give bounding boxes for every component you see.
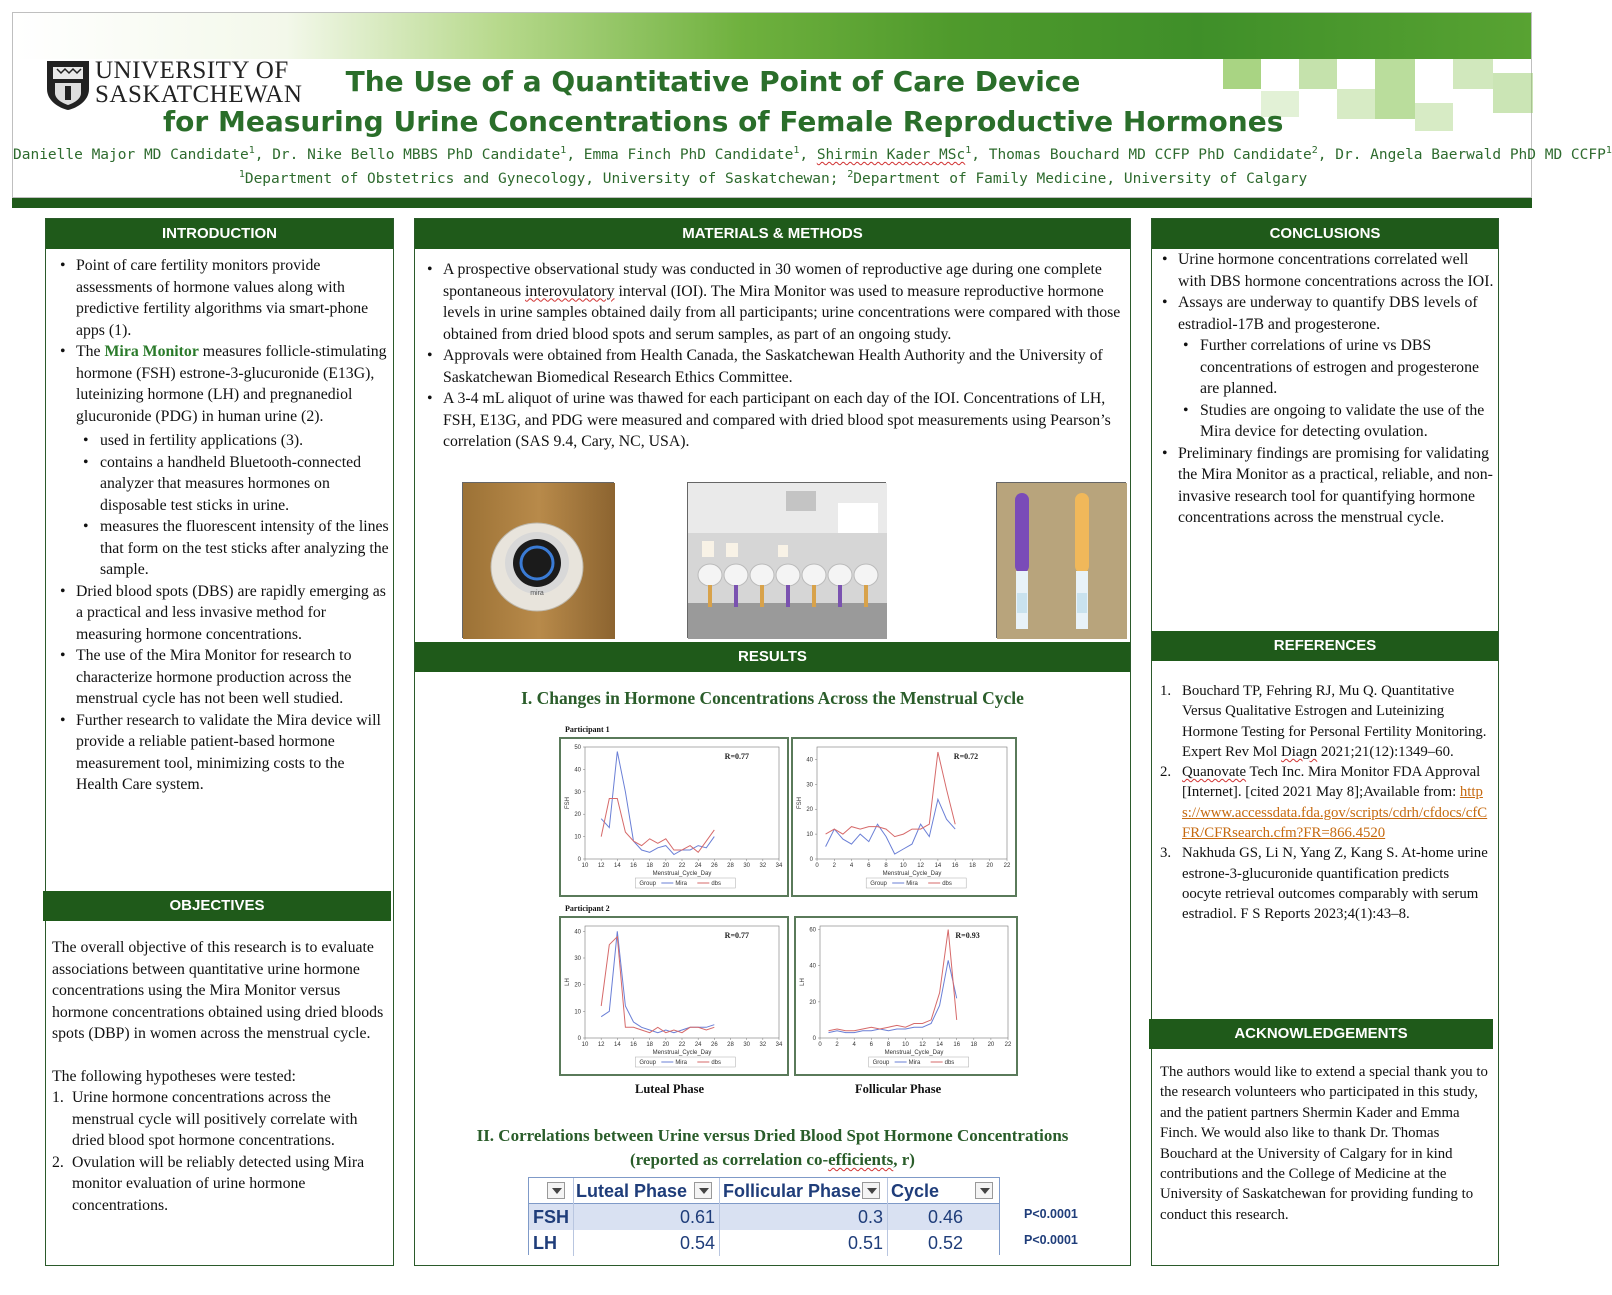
x-tick-label: 20 (986, 863, 994, 869)
methods-heading: MATERIALS & METHODS (415, 219, 1130, 249)
table-cell: 0.51 (847, 1233, 883, 1253)
objectives-heading: OBJECTIVES (43, 891, 391, 921)
banner-tile (1453, 59, 1493, 89)
y-tick-label: 20 (806, 807, 813, 814)
y-tick-label: 40 (809, 963, 816, 970)
intro-text: measures follicle-stimulating hormone (FSH) estrone-3-glucuronide (E13G), luteinizing hormone (LH) and pregnanediol glucuronide (PDG) in human urine (2). (76, 343, 387, 425)
banner-tile (1337, 89, 1375, 119)
filter-dropdown-button[interactable] (547, 1182, 565, 1199)
series-line-dbs (829, 930, 957, 1031)
middle-column (414, 218, 1131, 1266)
legend-entry: dbs (944, 1060, 955, 1066)
y-tick-label: 30 (806, 782, 813, 789)
intro-sub-bullet: • measures the fluorescent intensity of the lines that form on the test sticks after analyzing the sample. (80, 516, 389, 581)
x-tick-label: 0 (818, 1042, 822, 1048)
affiliation-1: Department of Obstetrics and Gynecology, University of Saskatchewan; (244, 170, 848, 187)
x-tick-label: 20 (662, 1042, 670, 1048)
table-cell: 0.52 (927, 1233, 963, 1253)
legend-entry: dbs (711, 881, 722, 887)
plot-frame (817, 747, 1007, 859)
objectives-body (52, 937, 388, 1216)
filter-dropdown-button[interactable] (975, 1182, 993, 1199)
x-tick-label: 4 (849, 863, 854, 869)
x-tick-label: 16 (953, 1042, 961, 1048)
y-axis-label: LH (800, 978, 806, 986)
chart-svg (561, 918, 787, 1074)
p-value-lh: P<0.0001 (1024, 1233, 1078, 1247)
table-cell: 0.61 (679, 1207, 715, 1227)
references-heading: REFERENCES (1152, 631, 1498, 661)
x-axis-label: Menstrual_Cycle_Day (652, 1050, 712, 1056)
x-tick-label: 14 (936, 1042, 943, 1048)
legend-entry: dbs (942, 881, 952, 887)
intro-bullet: • Further research to validate the Mira device will provide a reliable patient-based hormone measurement tool, minimizing costs to the Health Care system. (54, 710, 389, 796)
x-tick-label: 20 (662, 863, 670, 869)
participant-2-label: Participant 2 (565, 904, 610, 913)
reference-text: Nakhuda GS, Li N, Yang Z, Kang S. At-home urine estrone-3-glucuronide quantification predicts oocyte retrieval outcomes comparably with serum estradiol. F S Reports 2023;4(1):43–8. (1182, 845, 1488, 923)
methods-text: interovulatory (525, 282, 615, 300)
introduction-body (54, 255, 389, 796)
intro-bullet: • Point of care fertility monitors provide assessments of hormone values along with predictive fertility algorithms via smart-phone apps (1). (54, 255, 389, 341)
table-divider (887, 1178, 888, 1256)
reference-text: Quanovate (1182, 764, 1247, 781)
x-tick-label: 28 (727, 863, 734, 869)
x-tick-label: 12 (917, 863, 924, 869)
series-line-dbs (601, 799, 714, 853)
references-body (1160, 681, 1492, 925)
x-tick-label: 18 (646, 1042, 654, 1048)
x-tick-label: 16 (630, 863, 637, 869)
banner-tile (1299, 59, 1337, 89)
university-crest-icon (45, 59, 91, 111)
y-tick-label: 0 (812, 1036, 816, 1042)
author-name: Dr. Nike Bello MBBS PhD Candidate (272, 146, 561, 163)
y-tick-label: 20 (574, 982, 581, 989)
author-affil-sup: 1 (248, 145, 255, 156)
device-brand-text: mira (530, 590, 544, 597)
y-axis-label: LH (565, 978, 571, 986)
author-name: Emma Finch PhD Candidate (583, 146, 794, 163)
conclusion-bullet: • Preliminary findings are promising for validating the Mira Monitor as a practical, reliable, and non-invasive research tool for quantifying hormone concentrations across the menstrual cycle. (1156, 443, 1494, 529)
x-axis-label: Menstrual_Cycle_Day (884, 1050, 944, 1056)
y-tick-label: 10 (806, 832, 813, 839)
table-row (529, 1230, 999, 1256)
table-header-row (529, 1178, 999, 1204)
conclusions-body (1156, 249, 1494, 529)
y-tick-label: 20 (809, 999, 816, 1006)
intro-bullet: • The use of the Mira Monitor for research to characterize hormone production across the menstrual cycle has not been well studied. (54, 645, 389, 710)
y-tick-label: 40 (574, 929, 581, 936)
x-tick-label: 14 (613, 863, 621, 869)
series-line-mira (829, 960, 957, 1032)
methods-text: A prospective observational study was conducted in 30 women of reproductive age during one complete spontaneous (443, 261, 1102, 300)
author-affil-sup: 1 (793, 145, 800, 156)
author-affil-sup: 1 (965, 145, 972, 156)
legend-entry: Mira (906, 881, 918, 887)
author-affil-sup: 1 (560, 145, 567, 156)
mira-monitor-highlight: Mira Monitor (104, 343, 199, 360)
x-tick-label: 26 (710, 1042, 718, 1048)
reference-item (1160, 843, 1492, 924)
series-line-dbs (826, 752, 956, 837)
reference-text: 2021;21(12):1349–60. (1317, 743, 1454, 760)
x-tick-label: 12 (597, 863, 605, 869)
correlation-annotation: R=0.72 (953, 752, 979, 761)
plot-frame (585, 926, 779, 1038)
y-tick-label: 20 (574, 812, 581, 819)
legend-title: Group (870, 881, 887, 887)
luteal-phase-label: Luteal Phase (635, 1082, 705, 1096)
x-tick-label: 34 (775, 863, 783, 869)
y-tick-label: 0 (577, 857, 581, 863)
author-name: Shirmin Kader MSc (816, 146, 966, 163)
x-tick-label: 18 (970, 1042, 978, 1048)
author-name: Danielle Major MD Candidate (13, 146, 249, 163)
x-tick-label: 26 (710, 863, 718, 869)
y-tick-label: 0 (809, 857, 813, 863)
hypothesis-number: 1. (52, 1089, 64, 1106)
banner-bottom-bar (12, 198, 1532, 208)
conclusion-sub-bullet: • Studies are ongoing to validate the use of the Mira device for detecting ovulation. (1180, 400, 1494, 443)
reference-text: Bouchard TP, Fehring RJ, Mu Q. Quantitative Versus Qualitative Estrogen and Luteinizing Hormone Testing for Personal Fertility Monitoring. Expert Rev Mol (1182, 683, 1487, 760)
methods-bullet: • Approvals were obtained from Health Canada, the Saskatchewan Health Authority and the University of Saskatchewan Biomedical Research Ethics Committee. (421, 345, 1127, 388)
x-tick-label: 10 (581, 863, 589, 869)
y-tick-label: 30 (574, 789, 581, 796)
logo-text-line1: UNIVERSITY OF (95, 57, 289, 84)
x-tick-label: 10 (900, 863, 907, 869)
x-tick-label: 6 (869, 1042, 873, 1048)
chart-svg (796, 918, 1016, 1074)
y-tick-label: 0 (577, 1036, 581, 1042)
affiliation-list (13, 169, 1533, 187)
results-heading: RESULTS (415, 642, 1130, 672)
left-column (45, 218, 394, 1266)
y-tick-label: 10 (574, 834, 581, 841)
methods-bullet (421, 259, 1127, 345)
y-tick-label: 10 (574, 1009, 581, 1016)
y-tick-label: 40 (806, 757, 813, 764)
results-title-1: I. Changes in Hormone Concentrations Across the Menstrual Cycle (521, 688, 1024, 708)
poster-title-line1: The Use of a Quantitative Point of Care Device (345, 65, 1081, 98)
methods-bullet: • A 3-4 mL aliquot of urine was thawed for each participant on each day of the IOI. Concentrations of LH, FSH, E13G, and PDG were measured and compared with dried blood spot measurements using Pearson’s correlation (SAS 9.4, Cary, NC, USA). (421, 388, 1127, 453)
intro-bullet: • Dried blood spots (DBS) are rapidly emerging as a practical and less invasive method for measuring hormone concentrations. (54, 581, 389, 646)
correlation-annotation: R=0.77 (724, 752, 750, 761)
table-divider (719, 1178, 720, 1256)
affil-sup: 1 (238, 169, 245, 180)
column-header: Cycle (891, 1181, 940, 1201)
x-tick-label: 10 (581, 1042, 589, 1048)
x-axis-label: Menstrual_Cycle_Day (652, 871, 712, 877)
poster-banner (12, 12, 1612, 198)
conclusions-heading: CONCLUSIONS (1152, 219, 1498, 249)
series-line-dbs (601, 937, 714, 1033)
x-tick-label: 14 (613, 1042, 621, 1048)
hypothesis-text: Ovulation will be reliably detected using Mira monitor evaluation of urine hormone concentrations. (72, 1153, 365, 1214)
x-tick-label: 2 (832, 863, 836, 869)
chart-participant1-follicular (791, 737, 1017, 897)
filter-dropdown-button[interactable] (694, 1182, 712, 1199)
hypothesis-number: 2. (52, 1153, 64, 1171)
x-tick-label: 8 (884, 863, 888, 869)
legend-title: Group (639, 881, 657, 887)
affiliation-2: Department of Family Medicine, University of Calgary (853, 170, 1308, 187)
author-list: Danielle Major MD Candidate$^1$, Dr. Nike Bello MBBS PhD Candidate$^1$, Emma Finch PhD Candidate$^1$, Shirmin Kader MSc$^1$, Thomas Bouchard MD CCFP PhD Candidate$^2$, Dr. Angela Baerwald PhD MD CCFP$^1$ (13, 145, 1612, 163)
filter-dropdown-button[interactable] (862, 1182, 880, 1199)
test-sticks-photo (996, 482, 1126, 638)
hypothesis-item (52, 1152, 388, 1217)
row-label: FSH (533, 1207, 569, 1227)
row-label: LH (533, 1233, 557, 1253)
x-tick-label: 10 (902, 1042, 909, 1048)
column-header: Luteal Phase (576, 1181, 688, 1201)
table-cell: 0.54 (679, 1233, 715, 1253)
x-tick-label: 32 (759, 863, 767, 869)
x-tick-label: 16 (951, 863, 959, 869)
intro-text: The (76, 343, 105, 360)
correlation-annotation: R=0.77 (724, 931, 750, 940)
reference-text: Diagn (1281, 743, 1318, 760)
title-text: (reported as correlation co- (630, 1150, 829, 1169)
author-name: Dr. Angela Baerwald PhD MD CCFP (1335, 146, 1606, 163)
reference-number: 3. (1160, 845, 1172, 862)
x-tick-label: 32 (759, 1042, 767, 1048)
x-tick-label: 0 (815, 863, 819, 869)
x-tick-label: 34 (775, 1042, 783, 1048)
conclusion-bullet: • Urine hormone concentrations correlated well with DBS hormone concentrations across the IOI. (1156, 249, 1494, 292)
hypothesis-item (52, 1087, 388, 1152)
results-title-2-line1: II. Correlations between Urine versus Dried Blood Spot Hormone Concentrations (476, 1126, 1069, 1145)
methods-text: interval (IOI). The Mira Monitor was used to measure reproductive hormone levels in urine samples obtained daily from all participants; urine concentrations were compared with those obtained from dried blood spots and serum samples, as part of an ongoing study. (443, 282, 1121, 343)
y-tick-label: 40 (574, 767, 581, 774)
legend-entry: Mira (675, 881, 687, 887)
table-row (529, 1204, 999, 1230)
x-tick-label: 12 (597, 1042, 605, 1048)
x-tick-label: 30 (743, 1042, 751, 1048)
x-tick-label: 24 (694, 863, 702, 869)
x-tick-label: 14 (934, 863, 942, 869)
x-axis-label: Menstrual_Cycle_Day (882, 871, 942, 877)
table-cell: 0.3 (857, 1207, 883, 1227)
right-column (1151, 218, 1499, 1266)
author-affil-sup: 2 (1311, 145, 1318, 156)
title-text: , r) (893, 1150, 915, 1169)
affil-sup: 2 (847, 169, 854, 180)
x-tick-label: 2 (835, 1042, 839, 1048)
x-tick-label: 30 (743, 863, 751, 869)
banner-tile (1415, 103, 1453, 131)
banner-gradient (13, 13, 1531, 59)
x-tick-label: 18 (969, 863, 976, 869)
p-value-fsh: P<0.0001 (1024, 1207, 1078, 1221)
introduction-heading: INTRODUCTION (46, 219, 393, 249)
objectives-paragraph: The overall objective of this research is to evaluate associations between quantitative urine hormone concentrations using the Mira Monitor versus hormone concentrations obtained using dried bloods spots (DBP) in women across the menstrual cycle. (52, 939, 384, 1042)
results-title-2 (415, 1124, 1130, 1172)
x-tick-label: 16 (630, 1042, 637, 1048)
x-tick-label: 18 (646, 863, 654, 869)
x-tick-label: 20 (987, 1042, 995, 1048)
reference-link[interactable]: https://www.accessdata.fda.gov/scripts/cdrh/cfdocs/cfCFR/CFRsearch.cfm?FR=866.4520 (1182, 784, 1488, 842)
chart-participant1-luteal (559, 737, 789, 897)
x-tick-label: 22 (678, 863, 686, 869)
chart-participant2-luteal (559, 916, 789, 1076)
poster-title-line2: for Measuring Urine Concentrations of Female Reproductive Hormones (163, 105, 1284, 138)
chart-svg (793, 739, 1015, 895)
y-tick-label: 50 (574, 745, 581, 751)
hypothesis-text: Urine hormone concentrations across the menstrual cycle will positively correlate with dried blood spot hormone concentrations. (72, 1089, 358, 1149)
legend-title: Group (639, 1060, 657, 1066)
intro-bullet (54, 341, 389, 427)
follicular-phase-label: Follicular Phase (855, 1082, 942, 1096)
acknowledgements-heading: ACKNOWLEDGEMENTS (1149, 1019, 1493, 1049)
reference-item (1160, 762, 1492, 843)
column-header: Follicular Phase (723, 1181, 862, 1201)
x-tick-label: 12 (919, 1042, 926, 1048)
conclusion-sub-bullet: • Further correlations of urine vs DBS concentrations of estrogen and progesterone are planned. (1180, 335, 1494, 400)
y-tick-label: 30 (574, 956, 581, 962)
legend-entry: Mira (908, 1060, 921, 1066)
plot-frame (820, 926, 1008, 1038)
logo-text-line2: SASKATCHEWAN (95, 81, 303, 108)
acknowledgements-text: The authors would like to extend a special thank you to the research volunteers who participated in this study, and the patient partners Shermin Kader and Emma Finch. We would also like to thank Dr. Thomas Bouchard at the University of Calgary for in kind contributions and the College of Medicine at the University of Saskatchewan for providing funding to conduct this research. (1160, 1064, 1488, 1223)
banner-tile (1375, 59, 1415, 119)
x-tick-label: 22 (1004, 1042, 1012, 1048)
methods-body (421, 259, 1127, 453)
participant-1-label: Participant 1 (565, 725, 610, 734)
y-tick-label: 60 (809, 927, 816, 934)
legend-entry: dbs (711, 1060, 722, 1066)
lab-samples-photo (687, 482, 886, 638)
x-tick-label: 4 (852, 1042, 856, 1048)
x-tick-label: 8 (886, 1042, 891, 1048)
hypotheses-intro: The following hypotheses were tested: (52, 1067, 296, 1085)
correlation-table (528, 1177, 1000, 1255)
x-tick-label: 6 (867, 863, 871, 869)
table-cell: 0.46 (927, 1207, 963, 1227)
x-tick-label: 24 (694, 1042, 702, 1048)
reference-text: Tech Inc. Mira Monitor FDA Approval [Internet]. [cited 2021 May 8];Available from: (1182, 764, 1481, 801)
legend-title: Group (872, 1060, 890, 1066)
reference-number: 1. (1160, 683, 1172, 699)
correlation-annotation: R=0.93 (955, 931, 980, 940)
results-title-2-line2 (415, 1148, 1130, 1172)
table-divider (573, 1178, 574, 1256)
title-text: efficients (828, 1150, 894, 1169)
chart-svg (561, 739, 787, 895)
x-tick-label: 22 (678, 1042, 686, 1048)
y-axis-label: FSH (797, 797, 803, 809)
mira-device-photo (462, 482, 614, 638)
y-axis-label: FSH (565, 797, 571, 809)
chart-participant2-follicular (794, 916, 1018, 1076)
reference-item (1160, 681, 1492, 762)
legend-entry: Mira (675, 1060, 687, 1066)
conclusion-bullet: • Assays are underway to quantify DBS levels of estradiol-17B and progesterone. (1156, 292, 1494, 335)
intro-sub-bullet: • contains a handheld Bluetooth-connected analyzer that measures hormones on disposable test sticks in urine. (80, 452, 389, 517)
x-tick-label: 28 (727, 1042, 734, 1048)
intro-sub-bullet: • used in fertility applications (3). (80, 430, 389, 452)
plot-frame (585, 747, 779, 859)
author-name: Thomas Bouchard MD CCFP PhD Candidate (988, 146, 1312, 163)
x-tick-label: 22 (1003, 863, 1011, 869)
author-affil-sup: 1 (1605, 145, 1612, 156)
series-line-mira (826, 799, 956, 854)
banner-tile (1493, 73, 1533, 113)
reference-number: 2. (1160, 764, 1172, 781)
